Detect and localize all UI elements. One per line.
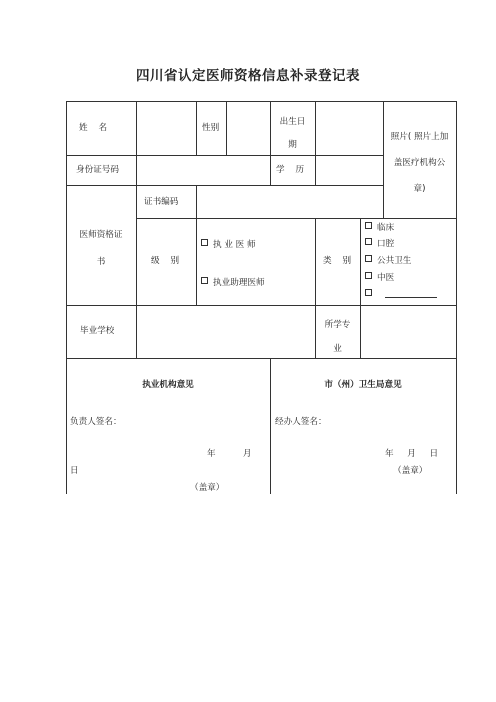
category-option[interactable]: 口腔: [365, 238, 394, 250]
col-divider: [315, 218, 316, 305]
col-divider: [196, 101, 197, 155]
cert-label: 医师资格证 书: [79, 230, 123, 267]
col-divider: [315, 101, 316, 185]
right-signer-label: 经办人签名：: [275, 417, 327, 427]
id-number-label: 身份证号码: [76, 165, 119, 175]
level-label: 级 别: [151, 256, 180, 266]
checkbox[interactable]: [365, 272, 372, 279]
col-divider: [196, 185, 197, 305]
category-option[interactable]: 临床: [365, 222, 394, 234]
checkbox[interactable]: [365, 289, 372, 296]
right-seal: （盖章）: [393, 466, 428, 476]
row-divider: [66, 358, 456, 359]
school-label: 毕业学校: [80, 326, 115, 336]
right-opinion-title: 市（州）卫生局意见: [324, 380, 402, 390]
cert-number-label: 证书编码: [144, 197, 179, 207]
table-border-right: [456, 101, 457, 494]
table-border-left: [66, 101, 67, 494]
checkbox[interactable]: [365, 255, 372, 262]
blank-line[interactable]: [385, 297, 437, 298]
checkbox[interactable]: [201, 277, 208, 284]
left-date-year-month: 年 月: [207, 449, 252, 459]
left-signer-label: 负责人签名：: [70, 417, 122, 427]
col-divider: [360, 305, 361, 358]
checkbox[interactable]: [365, 222, 372, 229]
row-divider: [66, 305, 456, 306]
birth-label: 出生日 期: [279, 117, 306, 150]
category-option-other[interactable]: [365, 289, 437, 301]
col-divider: [360, 218, 361, 305]
category-label: 类 别: [323, 256, 352, 266]
category-option[interactable]: 公共卫生: [365, 255, 411, 267]
photo-label: 照片( 照片上加 盖医疗机构公 章): [390, 132, 449, 194]
checkbox[interactable]: [201, 239, 208, 246]
level-option[interactable]: 执业助理医师: [201, 277, 265, 289]
category-option[interactable]: 中医: [365, 272, 394, 284]
education-label: 学 历: [276, 165, 305, 175]
row-divider: [66, 155, 383, 156]
left-opinion-title: 执业机构意见: [142, 380, 194, 390]
left-seal: （盖章）: [190, 483, 225, 493]
col-divider: [136, 185, 137, 305]
row-divider: [66, 185, 383, 186]
table-border-top: [66, 101, 456, 102]
left-date-day: 日: [70, 466, 79, 476]
col-divider: [136, 101, 137, 185]
form-title: 四川省认定医师资格信息补录登记表: [136, 68, 360, 84]
gender-label: 性别: [202, 123, 220, 133]
checkbox[interactable]: [365, 238, 372, 245]
col-divider: [136, 305, 137, 358]
level-option[interactable]: 执 业 医 师: [201, 239, 256, 251]
name-label: 姓 名: [79, 123, 108, 133]
right-date: 年 月 日: [385, 449, 439, 459]
major-label: 所学专 业: [324, 320, 351, 354]
col-divider: [226, 101, 227, 155]
row-divider: [136, 218, 456, 219]
